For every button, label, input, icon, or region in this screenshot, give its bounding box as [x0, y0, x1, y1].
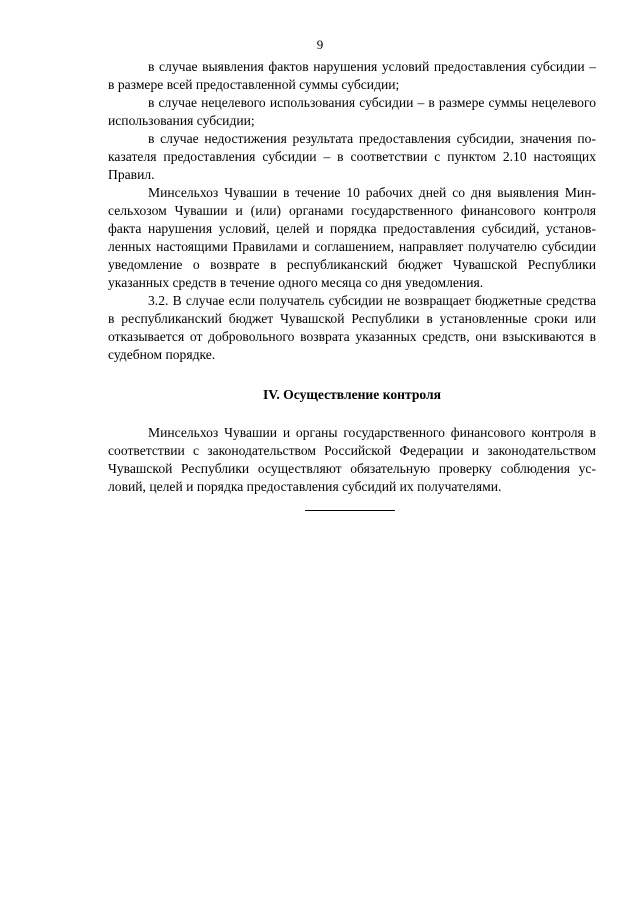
section-heading: IV. Осуществление контроля	[263, 387, 441, 402]
paragraph-penalty-misuse: в случае нецелевого использования субсидии – в размере суммы нецелевого использования субсидии;	[108, 95, 596, 128]
paragraph-3-2: 3.2. В случае если получатель субсидии не возвращает бюджетные средства в республиканский бюджет Чувашской Республики в установленные сроки или отказывается от добровольного возврата указанных средств, они взыскиваются в судебном порядке.	[108, 293, 596, 362]
paragraph-penalty-violation: в случае выявления фактов нарушения условий предоставления субсидии – в размере всей предоставленной суммы субсидии;	[108, 59, 596, 92]
paragraph-notification: Минсельхоз Чувашии в течение 10 рабочих дней со дня выявления Минсельхозом Чувашии и (или) органами государственного финансового контроля факта нарушения условий, целей и порядка предоставления субсидий, установленных настоящими Правилами и соглашением, направляет получателю субсидии уведомление о возврате в республиканский бюджет Чувашской Республики указанных средств в течение одного месяца со дня уведомления.	[108, 185, 596, 290]
paragraph-penalty-nonachievement: в случае недостижения результата предоставления субсидии, значения показателя предоставления субсидии – в соответствии с пунктом 2.10 настоящих Правил.	[108, 131, 596, 182]
document-body	[108, 58, 596, 496]
paragraph-control: Минсельхоз Чувашии и органы государственного финансового контроля в соответствии с законодательством Российской Федерации и законодательством Чувашской Республики осуществляют обязательную проверку соблюдения условий, целей и порядка предоставления субсидий их получателями.	[108, 425, 596, 494]
end-divider-line	[305, 510, 395, 511]
page-number: 9	[316, 37, 324, 52]
